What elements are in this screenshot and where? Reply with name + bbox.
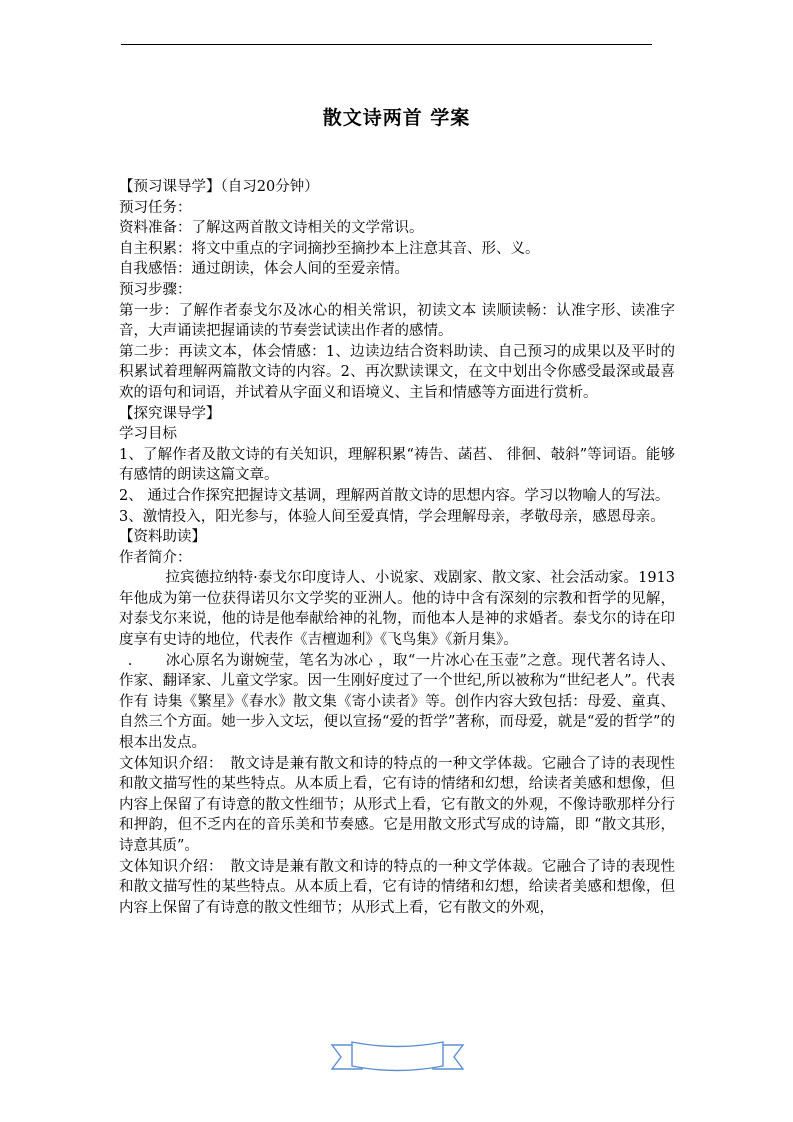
paragraph: 预习步骤： (119, 281, 192, 298)
author-bingxin (119, 651, 675, 754)
paragraph: 自我感悟：通过朗读，体会人间的至爱亲情。 (119, 261, 409, 278)
paragraph: 资料准备：了解这两首散文诗相关的文学常识。 (119, 220, 424, 237)
ribbon-center (352, 1042, 443, 1071)
section-heading-preview: 【预习课导学】（自习20分钟） (119, 179, 319, 195)
page-title: 散文诗两首 学案 (322, 107, 471, 129)
ribbon-banner-icon (330, 1038, 465, 1074)
section-heading-reading: 【资料助读】 (119, 529, 206, 546)
paragraph: 学习目标 (119, 426, 177, 443)
paragraph: 作者简介： (119, 549, 192, 566)
paragraph: 预习任务： (119, 199, 192, 216)
genre-intro-2: 文体知识介绍： 散文诗是兼有散文和诗的特点的一种文学体裁。它融合了诗的表现性和散文描写性的某些特点。从本质上看，它有诗的情绪和幻想，给读者美感和想像，但内容上保留了有诗意的散文性细节；从形式上看，它有散文的外观， (119, 858, 675, 916)
paragraph: 2、 通过合作探究把握诗文基调，理解两首散文诗的思想内容。学习以物喻人的写法。 (119, 487, 670, 504)
paragraph: 1、了解作者及散文诗的有关知识，理解积累“祷告、菡萏、 徘徊、攲斜”等词语。能够有感情的朗读这篇文章。 (119, 446, 675, 484)
paragraph: 3、激情投入，阳光参与，体验人间至爱真情，学会理解母亲，孝敬母亲，感恩母亲。 (119, 508, 665, 525)
bullet-dot: . (127, 652, 133, 669)
header-rule (121, 44, 652, 45)
author-bingxin-text: 冰心原名为谢婉莹，笔名为冰心 ，取“一片冰心在玉壶”之意。现代著名诗人、作家、翻译家、儿童文学家。因一生刚好度过了一个世纪,所以被称为“世纪老人”。代表作有 诗集《繁星》《春水》散文集《寄小读者》等。创作内容大致包括：母爱、童真、自然三个方面。她一步入文坛，便以宣扬“爱的哲学”著称，而母爱，就是“爱的哲学”的根本出发点。 (119, 652, 675, 752)
author-tagore: 拉宾德拉纳特·泰戈尔印度诗人、小说家、戏剧家、散文家、社会活动家。1913年他成为第一位获得诺贝尔文学奖的亚洲人。他的诗中含有深刻的宗教和哲学的见解，对泰戈尔来说，他的诗是他奉献给神的礼物，而他本人是神的求婚者。泰戈尔的诗在印度享有史诗的地位，代表作《吉檀迦利》《飞鸟集》《新月集》。 (119, 570, 675, 649)
paragraph: 第二步：再读文本，体会情感：1、边读边结合资料助读、自己预习的成果以及平时的积累试着理解两篇散文诗的内容。2、再次默读课文，在文中划出令你感受最深或最喜欢的语句和词语，并试着从字面义和语境义、主旨和情感等方面进行赏析。 (119, 343, 675, 401)
paragraph: 自主积累：将文中重点的字词摘抄至摘抄本上注意其音、形、义。 (119, 240, 540, 257)
paragraph: 第一步：了解作者泰戈尔及冰心的相关常识，初读文本 读顺读畅：认准字形、读准字音，大声诵读把握诵读的节奏尝试读出作者的感情。 (119, 302, 675, 340)
document-body (119, 177, 675, 918)
genre-intro-1: 文体知识介绍： 散文诗是兼有散文和诗的特点的一种文学体裁。它融合了诗的表现性和散文描写性的某些特点。从本质上看，它有诗的情绪和幻想，给读者美感和想像，但内容上保留了有诗意的散文性细节；从形式上看，它有散文的外观，不像诗歌那样分行和押韵，但不乏内在的音乐美和节奏感。它是用散文形式写成的诗篇，即 “散文其形，诗意其质”。 (119, 755, 675, 854)
section-heading-explore: 【探究课导学】 (119, 405, 221, 422)
